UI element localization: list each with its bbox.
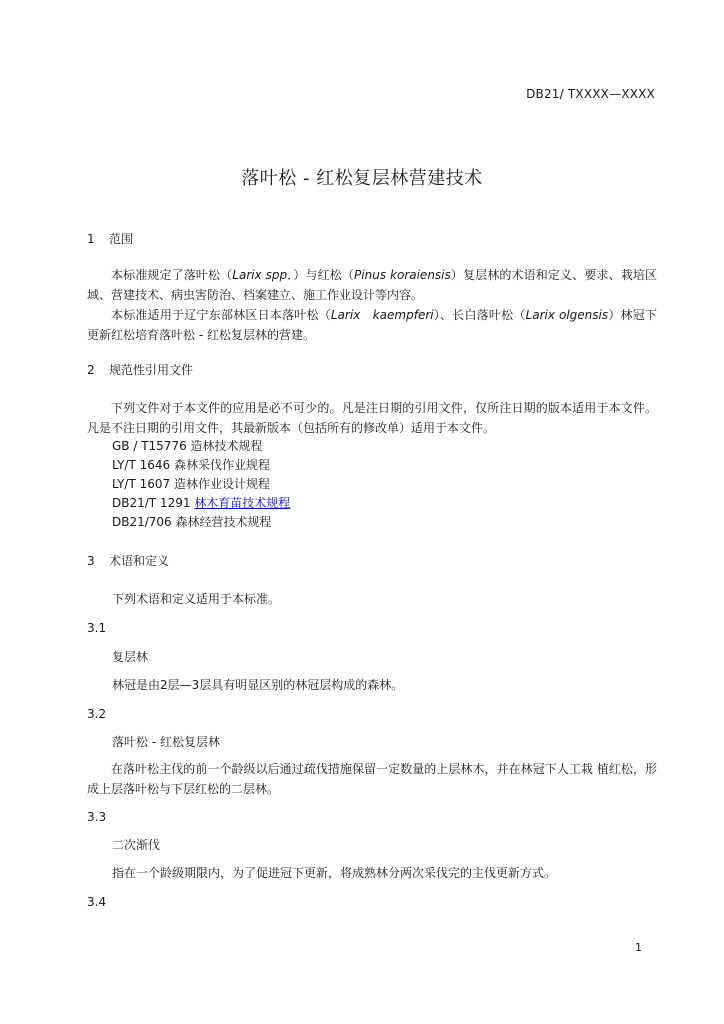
scope-paragraph: 本标准规定了落叶松（Larix spp．）与红松（Pinus koraiensis）复层林的术语和定义、要求、栽培区域、营建技术、病虫害防治、档案建立、施工作业设计等内容。 bbox=[87, 268, 657, 302]
latin-name: Pinus koraiensis bbox=[354, 268, 451, 282]
latin-name: Larix olgensis bbox=[525, 308, 609, 322]
document-title: 落叶松 - 红松复层林营建技术 bbox=[241, 168, 483, 189]
section-2-heading bbox=[87, 362, 193, 378]
reference-item: DB21/706 森林经营技术规程 bbox=[112, 515, 272, 529]
applicability-paragraph: 本标准适用于辽宁东部林区日本落叶松（Larix kaempferi）、长白落叶松（Larix olgensis）林冠下更新红松培育落叶松 - 红松复层林的营建。 bbox=[87, 308, 657, 342]
reference-item: GB / T15776 造林技术规程 bbox=[112, 439, 263, 453]
term-number: 3.2 bbox=[87, 707, 107, 721]
reference-item: DB21/T 1291 林木育苗技术规程 bbox=[112, 496, 291, 510]
section-title: 术语和定义 bbox=[109, 554, 170, 568]
term-definition: 指在一个龄级期限内，为了促进冠下更新，将成熟林分两次采伐完的主伐更新方式。 bbox=[112, 866, 557, 880]
reference-item: LY/T 1646 森林采伐作业规程 bbox=[112, 458, 270, 472]
terms-intro: 下列术语和定义适用于本标准。 bbox=[112, 592, 281, 606]
normative-references-intro: 下列文件对于本文件的应用是必不可少的。凡是注日期的引用文件，仅所注日期的版本适用于本文件。凡是不注日期的引用文件，其最新版本（包括所有的修改单）适用于本文件。 bbox=[87, 401, 657, 435]
section-3-heading bbox=[87, 553, 169, 569]
latin-name: Larix spp bbox=[232, 268, 288, 282]
page-number: 1 bbox=[635, 941, 642, 954]
term-number: 3.3 bbox=[87, 810, 107, 824]
section-1-heading bbox=[87, 231, 133, 247]
term-name: 复层林 bbox=[112, 650, 149, 664]
reference-link[interactable]: 林木育苗技术规程 bbox=[194, 496, 291, 510]
term-definition: 林冠是由2层—3层具有明显区别的林冠层构成的森林。 bbox=[112, 678, 404, 692]
term-definition: 在落叶松主伐的前一个龄级以后通过疏伐措施保留一定数量的上层林木，并在林冠下人工栽 植红松，形成上层落叶松与下层红松的二层林。 bbox=[87, 762, 657, 796]
term-number: 3.4 bbox=[87, 895, 107, 909]
section-number: 2 bbox=[87, 363, 95, 377]
term-number: 3.1 bbox=[87, 621, 107, 635]
standard-code: DB21/ TXXXX—XXXX bbox=[526, 87, 655, 101]
section-title: 范围 bbox=[109, 232, 134, 246]
term-name: 二次渐伐 bbox=[112, 838, 161, 852]
latin-name: Larix kaempferi bbox=[330, 308, 434, 322]
reference-item: LY/T 1607 造林作业设计规程 bbox=[112, 477, 270, 491]
section-1-body bbox=[87, 265, 657, 345]
section-number: 1 bbox=[87, 232, 95, 246]
term-name: 落叶松 - 红松复层林 bbox=[112, 735, 220, 749]
section-number: 3 bbox=[87, 554, 95, 568]
section-title: 规范性引用文件 bbox=[109, 363, 194, 377]
